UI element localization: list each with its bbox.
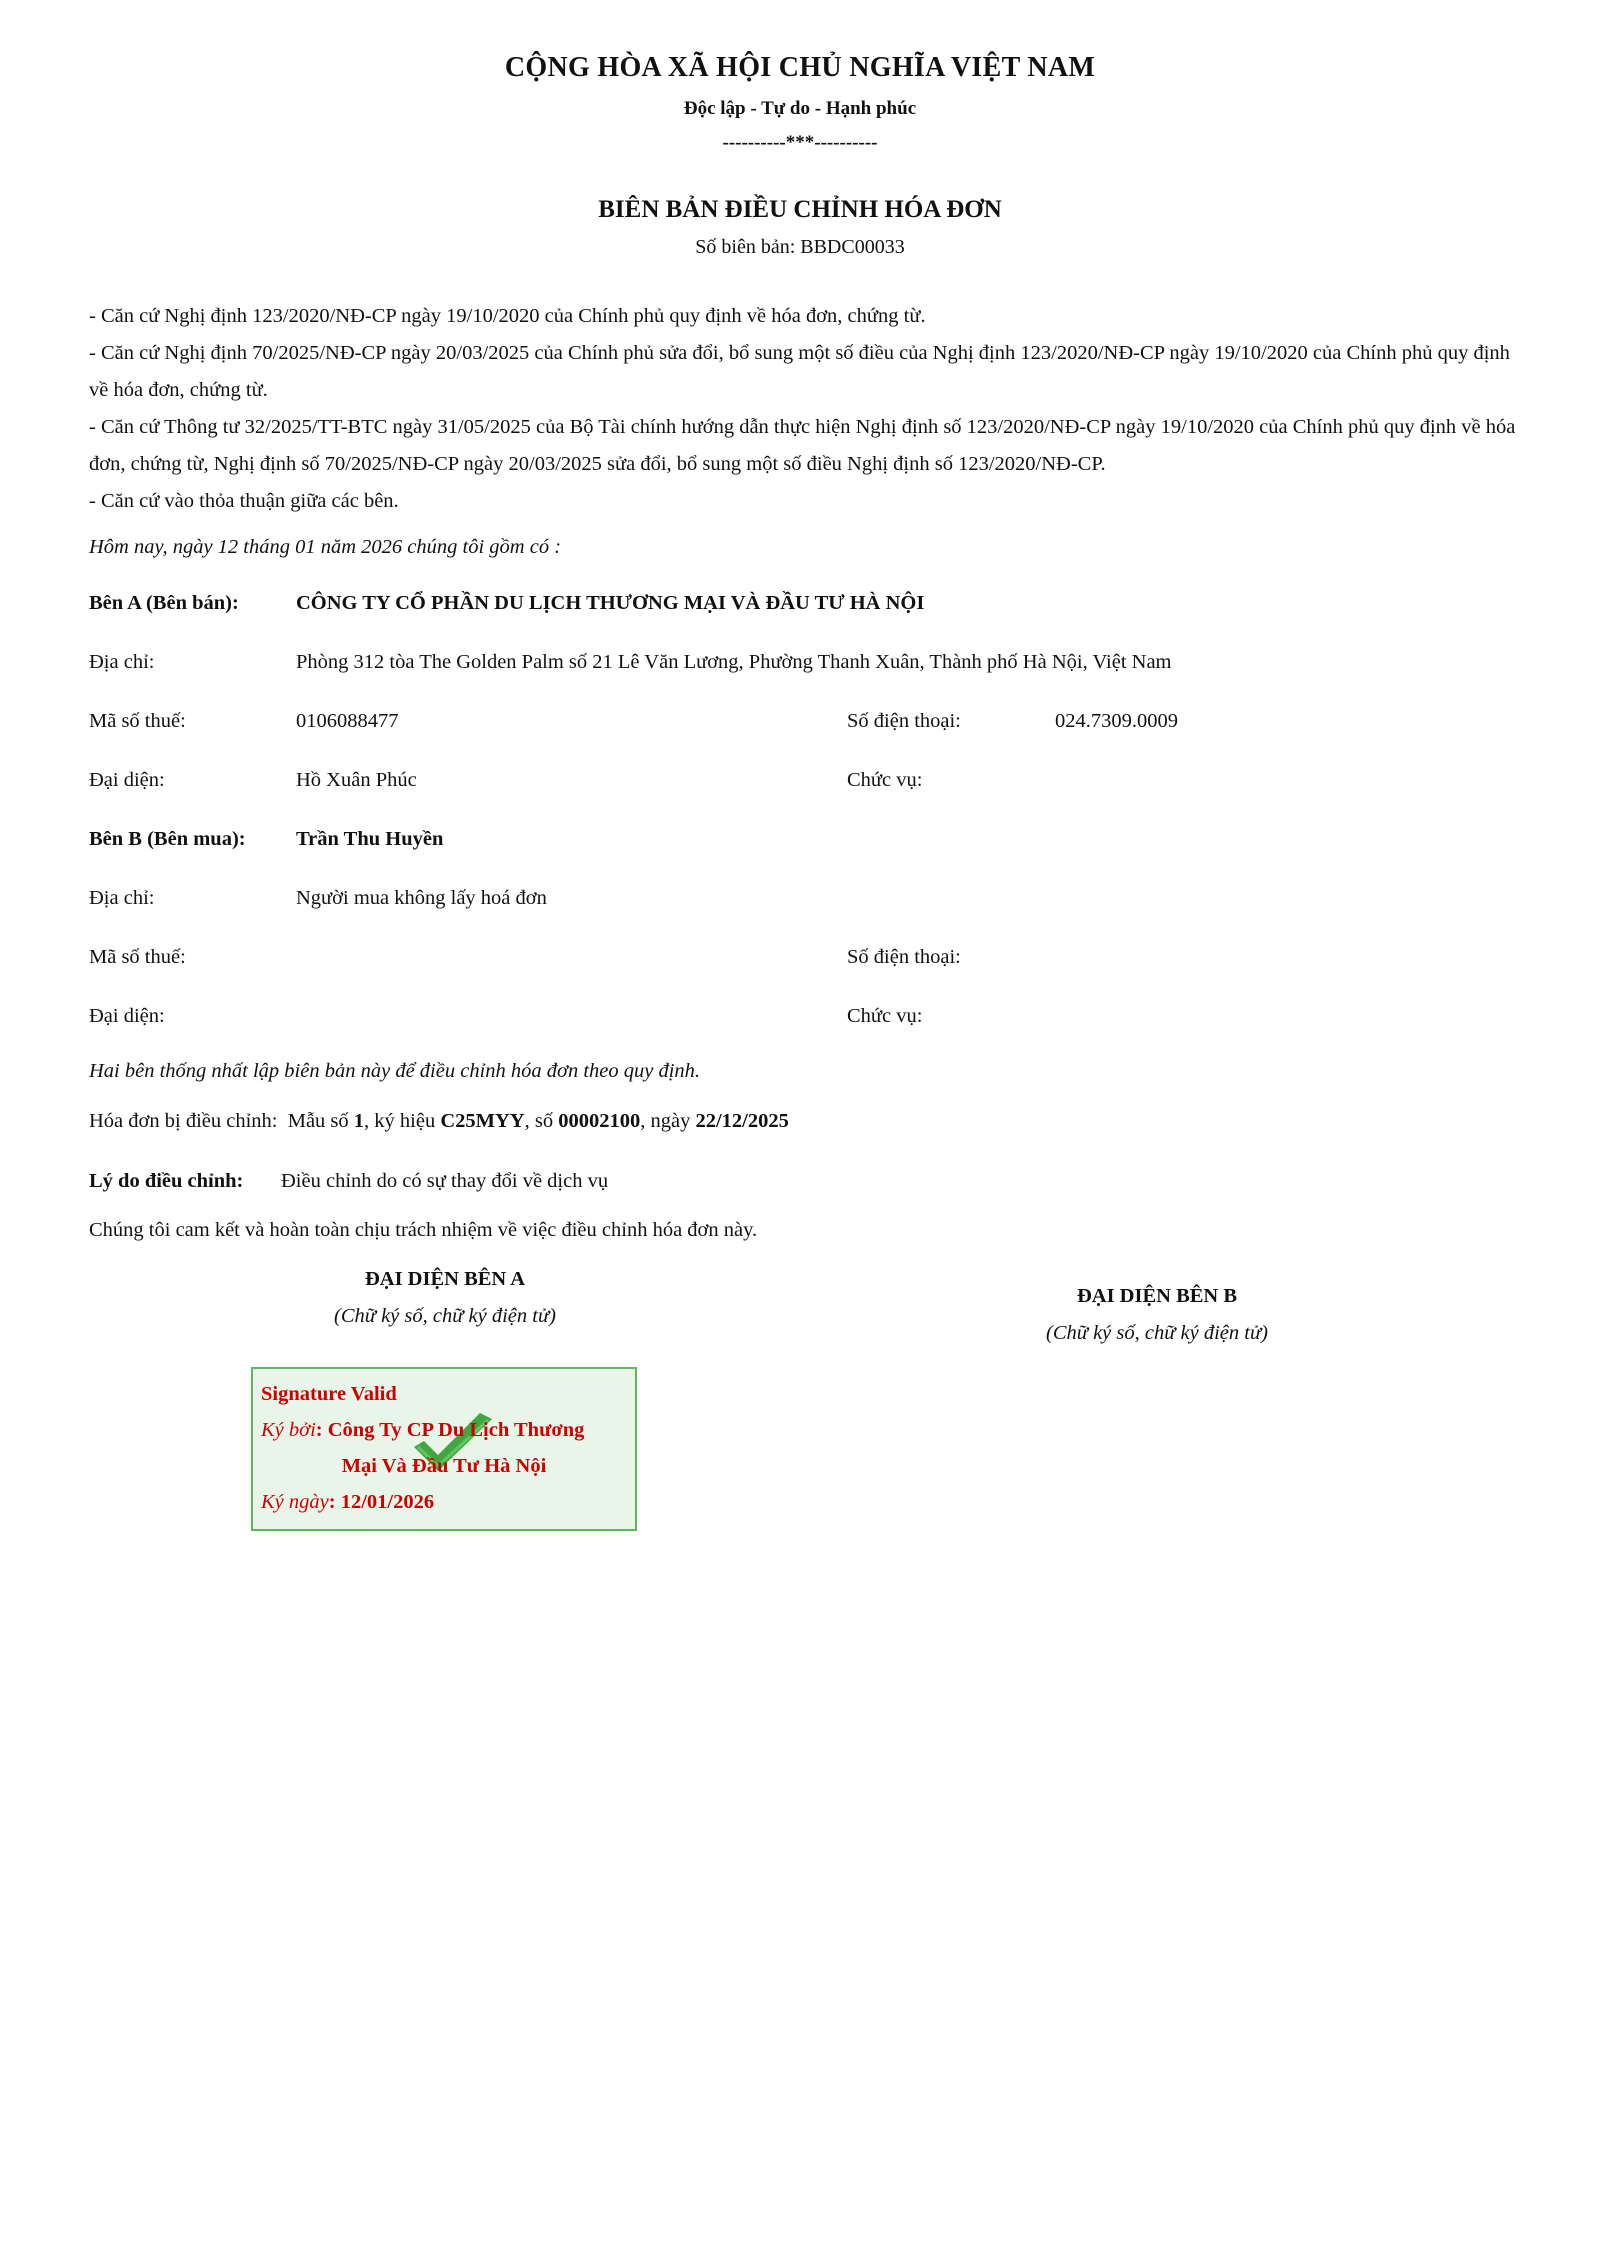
party-a-label: Bên A (Bên bán): — [89, 592, 239, 614]
intro-line: Hôm nay, ngày 12 tháng 01 năm 2026 chúng tôi gồm có : — [89, 536, 562, 558]
party-a-phone: 024.7309.0009 — [1055, 710, 1178, 732]
invoice-number-prefix: , số — [524, 1110, 554, 1132]
party-b-rep-label: Đại diện: — [89, 1005, 165, 1027]
signature-status: Signature Valid — [261, 1383, 397, 1405]
party-b-label: Bên B (Bên mua): — [89, 828, 246, 850]
party-a-representative: Hồ Xuân Phúc — [296, 769, 417, 791]
party-b-address: Người mua không lấy hoá đơn — [296, 887, 547, 909]
signed-date-label: Ký ngày — [261, 1491, 329, 1513]
party-b-address-label: Địa chỉ: — [89, 887, 155, 909]
party-b-position-label: Chức vụ: — [847, 1005, 923, 1027]
national-motto: Độc lập - Tự do - Hạnh phúc — [683, 98, 917, 119]
header-divider: ----------***---------- — [722, 132, 878, 153]
digital-signature-stamp — [251, 1367, 637, 1531]
invoice-symbol: C25MYY — [440, 1110, 525, 1132]
party-a-name: CÔNG TY CỔ PHẦN DU LỊCH THƯƠNG MẠI VÀ ĐẦU TƯ HÀ NỘI — [296, 592, 925, 614]
adjusted-invoice-label: Hóa đơn bị điều chỉnh: — [89, 1110, 278, 1132]
invoice-symbol-prefix: , ký hiệu — [364, 1110, 436, 1132]
agreement-line: Hai bên thống nhất lập biên bản này để điều chỉnh hóa đơn theo quy định. — [89, 1060, 701, 1082]
invoice-date: 22/12/2025 — [695, 1110, 789, 1132]
signed-by-value-cont: Mại Và Đầu Tư Hà Nội — [341, 1455, 547, 1477]
party-b-phone-label: Số điện thoại: — [847, 946, 961, 968]
party-a-phone-label: Số điện thoại: — [847, 710, 961, 732]
invoice-number: 00002100 — [558, 1110, 641, 1132]
signed-by-value: : Công Ty CP Du Lịch Thương — [315, 1419, 585, 1441]
signed-date-line — [261, 1491, 434, 1514]
party-a-sign-note: (Chữ ký số, chữ ký điện tử) — [334, 1305, 556, 1327]
invoice-date-prefix: , ngày — [640, 1110, 691, 1132]
party-a-tax-code: 0106088477 — [296, 710, 399, 732]
legal-basis-item: - Căn cứ Thông tư 32/2025/TT-BTC ngày 31/05/2025 của Bộ Tài chính hướng dẫn thực hiện Nghị định số 123/2020/NĐ-CP ngày 19/10/2020 của Chính phủ quy định về hóa đơn, chứng từ, Nghị định số 70/2025/NĐ-CP ngày 20/03/2025 sửa đổi, bổ sung một số điều Nghị định số 123/2020/NĐ-CP. — [89, 416, 1516, 475]
commitment-line: Chúng tôi cam kết và hoàn toàn chịu trách nhiệm về việc điều chỉnh hóa đơn này. — [89, 1219, 758, 1241]
party-a-sign-title: ĐẠI DIỆN BÊN A — [364, 1268, 526, 1290]
legal-basis-item: - Căn cứ Nghị định 70/2025/NĐ-CP ngày 20/03/2025 của Chính phủ sửa đổi, bổ sung một số điều của Nghị định 123/2020/NĐ-CP ngày 19/10/2020 của Chính phủ quy định về hóa đơn, chứng từ. — [89, 342, 1510, 401]
invoice-form-prefix: Mẫu số — [287, 1110, 349, 1132]
invoice-form: 1 — [353, 1110, 365, 1132]
legal-basis — [89, 298, 1519, 520]
party-a-address-label: Địa chỉ: — [89, 651, 155, 673]
national-title: CỘNG HÒA XÃ HỘI CHỦ NGHĨA VIỆT NAM — [504, 52, 1096, 83]
signed-date-value: : 12/01/2026 — [328, 1491, 435, 1513]
document-number: Số biên bản: BBDC00033 — [695, 236, 905, 258]
signed-by-label: Ký bởi — [261, 1419, 316, 1441]
party-a-rep-label: Đại diện: — [89, 769, 165, 791]
party-a-position-label: Chức vụ: — [847, 769, 923, 791]
party-a-tax-label: Mã số thuế: — [89, 710, 186, 732]
signed-by-line — [261, 1419, 584, 1442]
document-title: BIÊN BẢN ĐIỀU CHỈNH HÓA ĐƠN — [598, 196, 1002, 223]
reason-text: Điều chỉnh do có sự thay đổi về dịch vụ — [281, 1170, 609, 1192]
reason-label: Lý do điều chỉnh: — [89, 1170, 244, 1192]
party-a-address: Phòng 312 tòa The Golden Palm số 21 Lê Văn Lương, Phường Thanh Xuân, Thành phố Hà Nội, Việt Nam — [296, 651, 1172, 673]
legal-basis-item: - Căn cứ vào thỏa thuận giữa các bên. — [89, 490, 399, 512]
party-b-sign-note: (Chữ ký số, chữ ký điện tử) — [1046, 1322, 1268, 1344]
party-b-tax-label: Mã số thuế: — [89, 946, 186, 968]
party-b-name: Trần Thu Huyền — [296, 828, 444, 850]
legal-basis-item: - Căn cứ Nghị định 123/2020/NĐ-CP ngày 19/10/2020 của Chính phủ quy định về hóa đơn, chứng từ. — [89, 305, 926, 327]
party-b-sign-title: ĐẠI DIỆN BÊN B — [1076, 1285, 1238, 1307]
adjusted-invoice-line — [89, 1110, 789, 1133]
